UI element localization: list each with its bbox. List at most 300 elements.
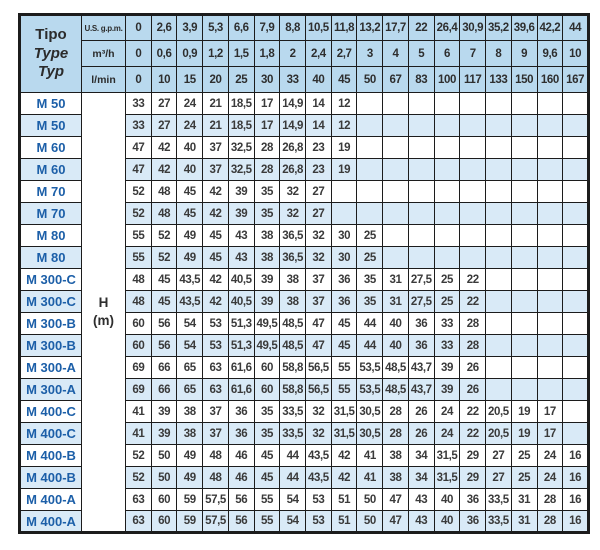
head-value-cell: 69 (126, 379, 152, 401)
head-value-cell: 31 (511, 489, 537, 511)
head-value-cell: 53 (306, 489, 332, 511)
head-value-cell: 47 (306, 335, 332, 357)
head-value-cell (511, 93, 537, 115)
head-value-cell: 26 (460, 379, 486, 401)
head-value-cell: 60 (254, 357, 280, 379)
flow-value-cell: 2,4 (306, 41, 332, 67)
head-value-cell: 38 (177, 423, 203, 445)
head-value-cell: 53,5 (357, 379, 383, 401)
flow-value-cell: 42,2 (537, 15, 563, 41)
head-value-cell (511, 181, 537, 203)
flow-value-cell: 0 (126, 41, 152, 67)
head-value-cell (537, 115, 563, 137)
flow-value-cell: 7 (460, 41, 486, 67)
head-value-cell: 50 (151, 467, 177, 489)
head-value-cell: 40 (177, 159, 203, 181)
head-value-cell: 49 (177, 247, 203, 269)
flow-value-cell: 20 (203, 67, 229, 93)
head-value-cell: 53 (306, 511, 332, 533)
flow-value-cell: 83 (408, 67, 434, 93)
head-value-cell: 41 (357, 445, 383, 467)
head-value-cell: 24 (434, 423, 460, 445)
head-value-cell (511, 357, 537, 379)
head-value-cell (408, 225, 434, 247)
head-value-cell: 42 (203, 203, 229, 225)
head-value-cell: 50 (151, 445, 177, 467)
head-value-cell (563, 181, 589, 203)
head-value-cell: 38 (383, 467, 409, 489)
head-value-cell: 56 (228, 489, 254, 511)
head-value-cell: 33,5 (486, 489, 512, 511)
head-value-cell: 52 (126, 467, 152, 489)
head-value-cell: 25 (434, 269, 460, 291)
flow-value-cell: 100 (434, 67, 460, 93)
head-value-cell: 34 (408, 445, 434, 467)
head-value-cell: 42 (203, 269, 229, 291)
head-value-cell (563, 159, 589, 181)
head-value-cell: 33 (434, 313, 460, 335)
model-name-cell: M 300-A (20, 379, 82, 401)
head-value-cell: 36 (331, 291, 357, 313)
head-value-cell: 54 (177, 335, 203, 357)
model-name-cell: M 70 (20, 203, 82, 225)
head-value-cell: 60 (151, 511, 177, 533)
head-value-cell (357, 181, 383, 203)
head-value-cell: 48 (203, 445, 229, 467)
head-value-cell: 46 (228, 445, 254, 467)
head-value-cell (434, 203, 460, 225)
head-value-cell (563, 423, 589, 445)
model-name-cell: M 400-B (20, 445, 82, 467)
head-value-cell: 55 (126, 247, 152, 269)
head-value-cell: 28 (460, 335, 486, 357)
head-value-cell: 49,5 (254, 335, 280, 357)
head-value-cell (460, 137, 486, 159)
model-name-cell: M 80 (20, 247, 82, 269)
flow-value-cell: 30 (254, 67, 280, 93)
head-value-cell (563, 335, 589, 357)
head-value-cell: 42 (331, 467, 357, 489)
head-value-cell: 57,5 (203, 511, 229, 533)
head-value-cell: 37 (203, 159, 229, 181)
unit-label-m3h: m³/h (82, 41, 126, 67)
head-value-cell (460, 203, 486, 225)
head-value-cell: 28 (537, 489, 563, 511)
head-value-cell: 55 (331, 379, 357, 401)
head-value-cell (563, 225, 589, 247)
head-value-cell: 53,5 (357, 357, 383, 379)
head-value-cell: 36 (408, 335, 434, 357)
head-value-cell (511, 335, 537, 357)
head-value-cell: 37 (203, 423, 229, 445)
head-value-cell: 66 (151, 357, 177, 379)
flow-value-cell: 3 (357, 41, 383, 67)
flow-value-cell: 15 (177, 67, 203, 93)
model-name-cell: M 400-C (20, 401, 82, 423)
head-value-cell (563, 269, 589, 291)
head-value-cell: 55 (254, 489, 280, 511)
head-value-cell (486, 269, 512, 291)
model-column-header (20, 15, 82, 93)
head-value-cell: 42 (203, 181, 229, 203)
head-value-cell: 40 (434, 511, 460, 533)
flow-value-cell: 5,3 (203, 15, 229, 41)
head-value-cell: 26 (408, 423, 434, 445)
head-value-cell: 28 (460, 313, 486, 335)
head-value-cell (357, 93, 383, 115)
head-value-cell: 16 (563, 489, 589, 511)
head-value-cell: 17 (537, 423, 563, 445)
head-value-cell (537, 357, 563, 379)
model-header-tipo: Tipo (35, 25, 67, 43)
head-value-cell: 56 (151, 313, 177, 335)
head-value-cell: 32 (306, 401, 332, 423)
head-value-cell (563, 203, 589, 225)
head-value-cell (537, 335, 563, 357)
model-name-cell: M 300-B (20, 335, 82, 357)
head-value-cell: 26 (460, 357, 486, 379)
flow-value-cell: 10 (563, 41, 589, 67)
head-value-cell: 25 (357, 225, 383, 247)
head-value-cell: 52 (126, 203, 152, 225)
head-value-cell: 32 (306, 225, 332, 247)
flow-value-cell: 5 (408, 41, 434, 67)
head-value-cell: 45 (203, 225, 229, 247)
head-value-cell (486, 181, 512, 203)
head-value-cell (460, 225, 486, 247)
head-value-cell: 40,5 (228, 291, 254, 313)
head-value-cell: 27,5 (408, 291, 434, 313)
head-value-cell: 30,5 (357, 423, 383, 445)
head-value-cell: 17 (254, 115, 280, 137)
head-value-cell (511, 203, 537, 225)
head-value-cell (486, 137, 512, 159)
head-value-cell: 38 (280, 269, 306, 291)
head-value-cell: 35 (357, 269, 383, 291)
head-value-cell (434, 247, 460, 269)
head-value-cell (511, 115, 537, 137)
head-value-cell (486, 247, 512, 269)
head-value-cell: 38 (254, 225, 280, 247)
head-value-cell: 59 (177, 489, 203, 511)
flow-value-cell: 11,8 (331, 15, 357, 41)
head-value-cell (537, 203, 563, 225)
head-value-cell: 56,5 (306, 379, 332, 401)
head-value-cell (537, 379, 563, 401)
head-value-cell: 32 (280, 203, 306, 225)
head-value-cell: 52 (126, 445, 152, 467)
head-value-cell: 50 (357, 511, 383, 533)
head-value-cell: 33,5 (486, 511, 512, 533)
head-value-cell (383, 203, 409, 225)
head-value-cell: 28 (254, 137, 280, 159)
head-value-cell: 22 (460, 401, 486, 423)
head-value-cell (563, 379, 589, 401)
flow-value-cell: 45 (331, 67, 357, 93)
head-value-cell: 59 (177, 511, 203, 533)
head-value-cell: 25 (511, 467, 537, 489)
model-name-cell: M 300-C (20, 291, 82, 313)
head-value-cell: 32 (306, 423, 332, 445)
head-value-cell (434, 115, 460, 137)
head-value-cell: 63 (203, 379, 229, 401)
head-value-cell (383, 115, 409, 137)
head-value-cell: 28 (254, 159, 280, 181)
head-value-cell: 29 (460, 467, 486, 489)
unit-label-lmin: l/min (82, 67, 126, 93)
head-value-cell: 27,5 (408, 269, 434, 291)
head-value-cell: 37 (203, 137, 229, 159)
head-value-cell: 14,9 (280, 115, 306, 137)
head-value-cell: 33 (126, 93, 152, 115)
head-value-cell (486, 225, 512, 247)
head-value-cell: 54 (280, 511, 306, 533)
head-value-cell: 30 (331, 247, 357, 269)
head-value-cell: 17 (537, 401, 563, 423)
head-value-cell: 39 (254, 291, 280, 313)
head-value-cell: 48 (126, 291, 152, 313)
head-value-cell: 18,5 (228, 93, 254, 115)
head-value-cell (537, 137, 563, 159)
model-name-cell: M 50 (20, 115, 82, 137)
head-value-cell (383, 181, 409, 203)
head-value-cell: 61,6 (228, 379, 254, 401)
head-value-cell (563, 401, 589, 423)
head-value-cell: 28 (537, 511, 563, 533)
head-value-cell: 58,8 (280, 379, 306, 401)
header-row-usgpm (20, 15, 589, 41)
head-value-cell: 31 (511, 511, 537, 533)
head-value-cell: 31,5 (434, 445, 460, 467)
head-value-cell: 43 (408, 489, 434, 511)
head-value-cell (537, 269, 563, 291)
head-value-cell: 24 (537, 445, 563, 467)
flow-value-cell: 33 (280, 67, 306, 93)
flow-value-cell: 3,9 (177, 15, 203, 41)
head-value-cell: 48 (151, 181, 177, 203)
head-value-cell: 24 (434, 401, 460, 423)
head-value-cell: 43 (408, 511, 434, 533)
head-value-cell (537, 93, 563, 115)
head-value-cell: 52 (126, 181, 152, 203)
head-value-cell: 66 (151, 379, 177, 401)
flow-value-cell: 150 (511, 67, 537, 93)
head-value-cell (408, 115, 434, 137)
head-value-cell (460, 181, 486, 203)
head-value-cell (408, 93, 434, 115)
head-value-cell (434, 137, 460, 159)
flow-value-cell: 9 (511, 41, 537, 67)
head-value-cell: 49 (177, 225, 203, 247)
head-value-cell: 28 (383, 401, 409, 423)
head-value-cell: 25 (511, 445, 537, 467)
head-value-cell (357, 159, 383, 181)
head-value-cell (563, 291, 589, 313)
head-value-cell: 54 (280, 489, 306, 511)
head-value-cell (563, 357, 589, 379)
head-value-cell: 12 (331, 93, 357, 115)
flow-value-cell: 39,6 (511, 15, 537, 41)
head-value-cell: 39 (151, 423, 177, 445)
head-value-cell (434, 225, 460, 247)
head-value-cell: 44 (280, 467, 306, 489)
head-value-cell: 21 (203, 115, 229, 137)
head-value-cell (383, 93, 409, 115)
head-value-cell: 34 (408, 467, 434, 489)
head-value-cell (486, 313, 512, 335)
head-value-cell (511, 379, 537, 401)
head-value-cell: 42 (203, 291, 229, 313)
head-value-cell: 43,5 (306, 467, 332, 489)
head-value-cell: 60 (254, 379, 280, 401)
head-value-cell: 48,5 (280, 313, 306, 335)
pump-performance-table (18, 13, 590, 534)
head-value-cell: 21 (203, 93, 229, 115)
flow-value-cell: 8 (486, 41, 512, 67)
flow-value-cell: 167 (563, 67, 589, 93)
head-value-cell (511, 291, 537, 313)
head-value-cell: 48 (203, 467, 229, 489)
head-value-cell: 25 (357, 247, 383, 269)
head-value-cell: 20,5 (486, 401, 512, 423)
head-value-cell: 53 (203, 335, 229, 357)
flow-value-cell: 117 (460, 67, 486, 93)
model-name-cell: M 70 (20, 181, 82, 203)
head-value-cell (563, 93, 589, 115)
head-value-cell (537, 181, 563, 203)
head-value-cell: 44 (357, 335, 383, 357)
head-value-cell: 42 (151, 159, 177, 181)
head-value-cell: 19 (331, 159, 357, 181)
head-value-cell: 35 (254, 401, 280, 423)
head-value-cell (486, 357, 512, 379)
head-value-cell (511, 247, 537, 269)
head-value-cell: 50 (357, 489, 383, 511)
flow-value-cell: 67 (383, 67, 409, 93)
flow-value-cell: 0,6 (151, 41, 177, 67)
head-value-cell: 49 (177, 467, 203, 489)
head-value-cell (537, 225, 563, 247)
head-value-cell (460, 115, 486, 137)
head-value-cell: 46 (228, 467, 254, 489)
head-value-cell (408, 203, 434, 225)
head-value-cell: 56,5 (306, 357, 332, 379)
head-value-cell: 27 (486, 467, 512, 489)
head-value-cell: 35 (254, 203, 280, 225)
head-value-cell: 32 (306, 247, 332, 269)
head-value-cell: 27 (151, 115, 177, 137)
head-value-cell: 39 (151, 401, 177, 423)
head-value-cell: 45 (331, 335, 357, 357)
head-value-cell: 45 (151, 269, 177, 291)
head-value-cell: 56 (151, 335, 177, 357)
head-value-cell: 14 (306, 93, 332, 115)
head-value-cell: 36 (408, 313, 434, 335)
head-value-cell (486, 115, 512, 137)
head-value-cell: 32,5 (228, 137, 254, 159)
head-value-cell (511, 225, 537, 247)
model-name-cell: M 400-C (20, 423, 82, 445)
head-value-cell (408, 159, 434, 181)
head-value-cell: 65 (177, 357, 203, 379)
head-value-cell: 40 (383, 335, 409, 357)
head-value-cell: 26,8 (280, 159, 306, 181)
head-value-cell: 25 (434, 291, 460, 313)
flow-value-cell: 13,2 (357, 15, 383, 41)
head-value-cell: 22 (460, 423, 486, 445)
head-value-cell: 33 (126, 115, 152, 137)
head-value-cell: 32,5 (228, 159, 254, 181)
head-value-cell: 51 (331, 489, 357, 511)
flow-value-cell: 8,8 (280, 15, 306, 41)
head-value-cell: 39 (228, 203, 254, 225)
head-value-cell: 55 (331, 357, 357, 379)
head-value-cell (486, 159, 512, 181)
head-value-cell (434, 181, 460, 203)
head-value-cell: 40 (177, 137, 203, 159)
head-value-cell (486, 291, 512, 313)
model-header-type: Type (33, 44, 69, 62)
head-value-cell: 45 (254, 467, 280, 489)
head-symbol: H (98, 295, 109, 311)
head-value-cell (408, 247, 434, 269)
header-row-m3h (20, 41, 589, 67)
head-value-cell: 22 (460, 269, 486, 291)
model-name-cell: M 60 (20, 137, 82, 159)
head-value-cell: 42 (151, 137, 177, 159)
head-value-cell: 47 (306, 313, 332, 335)
head-value-cell: 41 (126, 401, 152, 423)
head-value-cell: 55 (254, 511, 280, 533)
head-value-cell: 19 (511, 423, 537, 445)
head-value-cell: 43 (228, 247, 254, 269)
head-value-cell: 17 (254, 93, 280, 115)
model-name-cell: M 400-B (20, 467, 82, 489)
head-value-cell: 35 (357, 291, 383, 313)
head-value-cell: 31 (383, 269, 409, 291)
head-unit: (m) (93, 313, 114, 328)
flow-value-cell: 35,2 (486, 15, 512, 41)
head-value-cell: 41 (357, 467, 383, 489)
head-value-cell: 40 (383, 313, 409, 335)
head-value-cell: 43,5 (177, 291, 203, 313)
head-value-cell: 45 (331, 313, 357, 335)
head-value-cell: 16 (563, 467, 589, 489)
head-value-cell: 54 (177, 313, 203, 335)
head-value-cell (511, 137, 537, 159)
head-value-cell: 60 (126, 313, 152, 335)
head-value-cell: 44 (357, 313, 383, 335)
model-name-cell: M 50 (20, 93, 82, 115)
head-value-cell (383, 247, 409, 269)
head-value-cell: 49 (177, 445, 203, 467)
head-value-cell (357, 203, 383, 225)
head-value-cell (486, 335, 512, 357)
head-value-cell: 26,8 (280, 137, 306, 159)
head-value-cell: 45 (203, 247, 229, 269)
head-value-cell: 24 (537, 467, 563, 489)
flow-value-cell: 44 (563, 15, 589, 41)
head-value-cell: 43 (228, 225, 254, 247)
model-name-cell: M 400-A (20, 511, 82, 533)
flow-value-cell: 1,2 (203, 41, 229, 67)
head-value-cell (357, 137, 383, 159)
head-unit-cell (82, 93, 126, 533)
flow-value-cell: 1,8 (254, 41, 280, 67)
head-value-cell: 36 (228, 401, 254, 423)
head-value-cell: 37 (203, 401, 229, 423)
flow-value-cell: 17,7 (383, 15, 409, 41)
